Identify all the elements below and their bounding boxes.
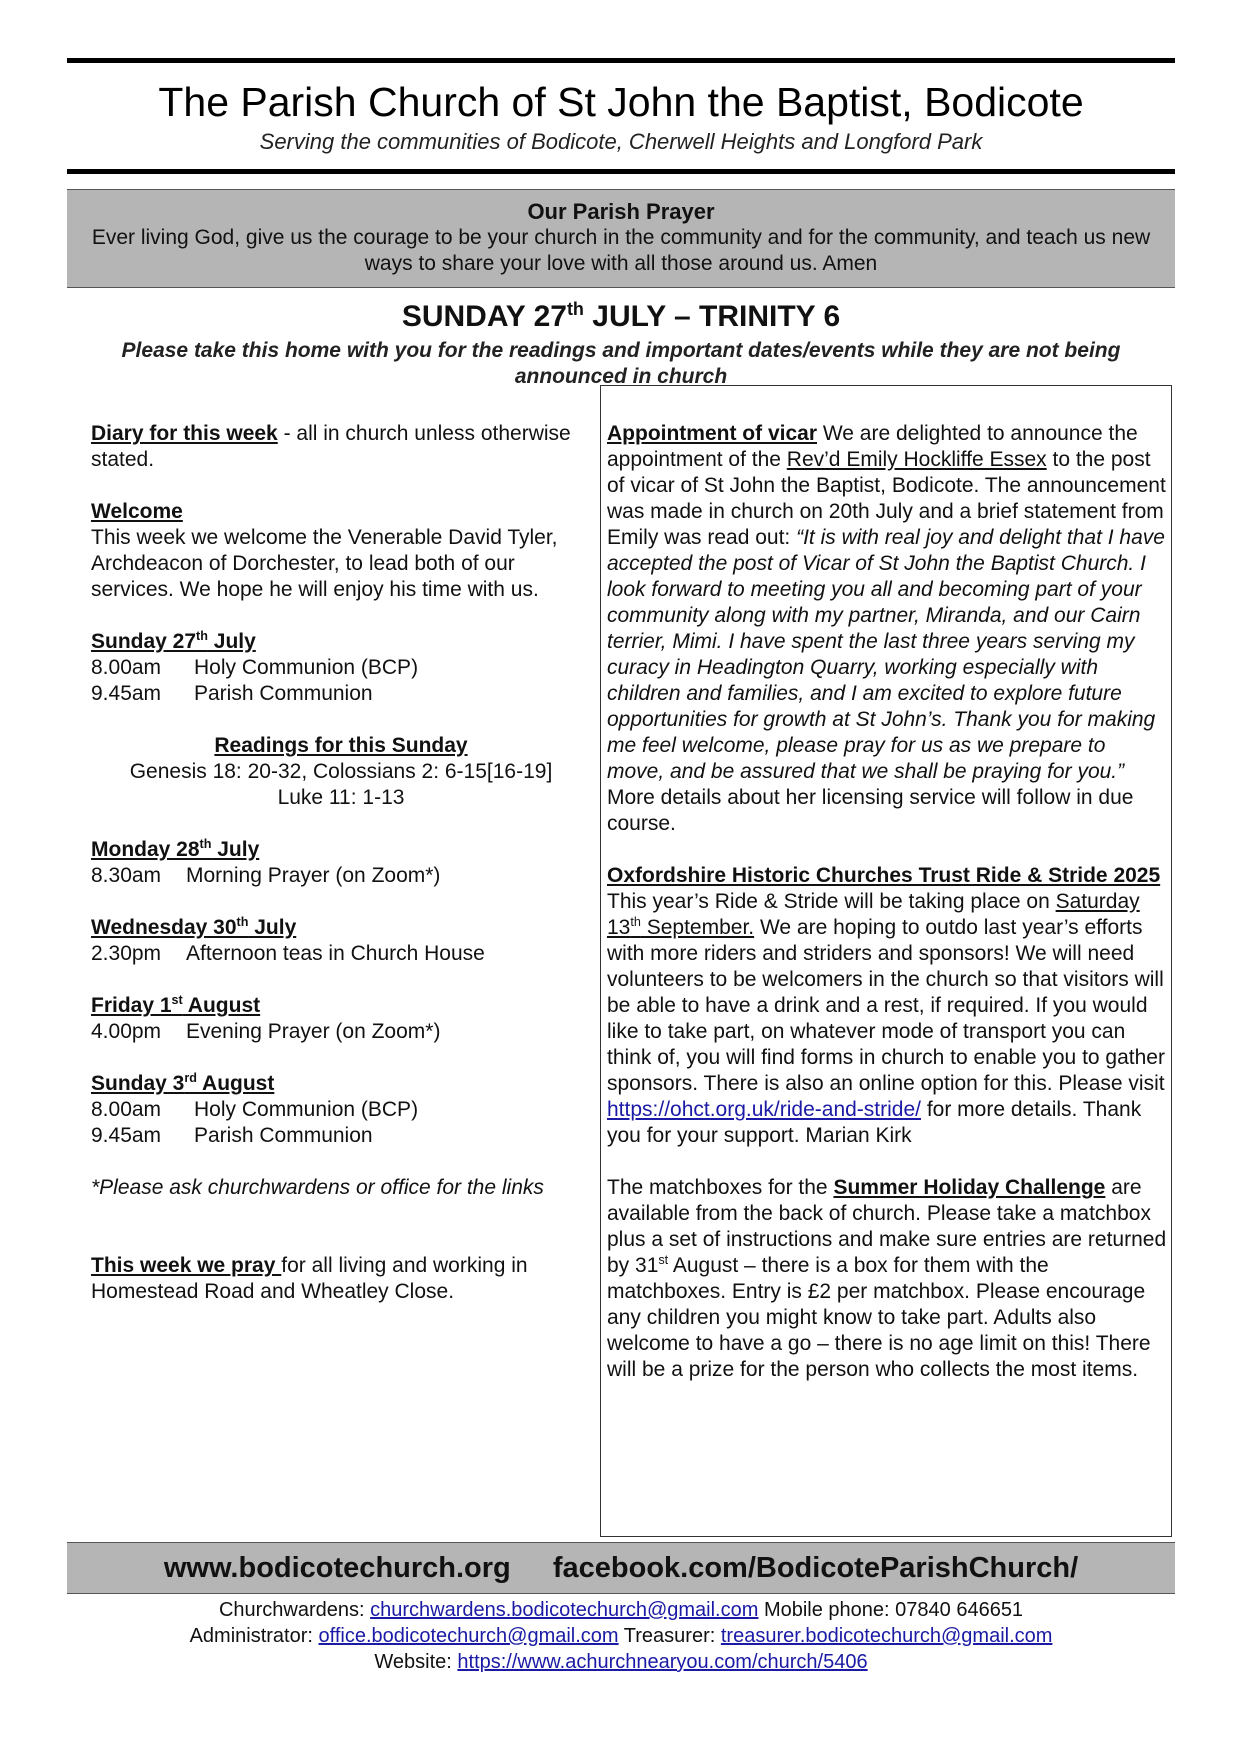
- prayer-text: Ever living God, give us the courage to be your church in the community and for the community, and teach us new ways to share your love with all those around us. Amen: [91, 226, 1151, 275]
- website-link[interactable]: www.bodicotechurch.org: [163, 1552, 511, 1584]
- ride-stride-notice: Oxfordshire Historic Churches Trust Ride & Stride 2025 This year’s Ride & Stride will be taking place on Saturday 13th September. We are hoping to outdo last year’s efforts with more riders and striders and sponsors! We will need volunteers to be welcomers in the church so that visitors will be able to have a drink and a rest, if required. If you would like to take part, on whatever mode of transport you can think of, you will find forms in church to enable you to gather sponsors. There is also an online option for this. Please visit https://ohct.org.uk/ride-and-stride/ for more details. Thank you for your support. Marian Kirk: [607, 864, 1165, 1147]
- diary-text: - all in church unless otherwise stated.: [91, 422, 571, 471]
- day-heading-sunday-3: Sunday 3rd August: [91, 1071, 275, 1095]
- website-line: Website: https://www.achurchnearyou.com/church/5406: [374, 1651, 868, 1673]
- service-row: 8.30am Morning Prayer (on Zoom*): [91, 864, 441, 887]
- churchwardens-email-link[interactable]: churchwardens.bodicotechurch@gmail.com: [370, 1599, 759, 1621]
- zoom-note: *Please ask churchwardens or office for the links: [91, 1176, 544, 1199]
- pray-heading: This week we pray: [91, 1254, 282, 1277]
- prayer-focus: [91, 1253, 591, 1305]
- service-row: 8.00am Holy Communion (BCP): [91, 656, 419, 679]
- service-row: 2.30pm Afternoon teas in Church House: [91, 942, 485, 965]
- service-row: 8.00am Holy Communion (BCP): [91, 1098, 419, 1121]
- administrator-email-link[interactable]: office.bodicotechurch@gmail.com: [318, 1625, 619, 1647]
- day-heading-sunday-27: Sunday 27th July: [91, 629, 256, 653]
- service-row: 9.45am Parish Communion: [91, 682, 373, 705]
- page-subtitle: Serving the communities of Bodicote, Cherwell Heights and Longford Park: [259, 129, 983, 154]
- prayer-heading: Our Parish Prayer: [527, 199, 715, 224]
- treasurer-email-link[interactable]: treasurer.bodicotechurch@gmail.com: [720, 1625, 1053, 1647]
- header-rule: [67, 169, 1175, 174]
- service-row: 9.45am Parish Communion: [91, 1124, 373, 1147]
- sunday-heading-suffix: th: [566, 299, 584, 319]
- vicar-notice: Appointment of vicar We are delighted to announce the appointment of the Rev’d Emily Hockliffe Essex to the post of vicar of St John the Baptist, Bodicote. The announcement was made in church on 20th July and a brief statement from Emily was read out: “It is with real joy and delight that I have accepted the post of Vicar of St John the Baptist Church. I look forward to meeting you all and becoming part of your community along with my partner, Miranda, and our Cairn terrier, Mimi. I have spent the last three years serving my curacy in Headington Quarry, working especially with children and families, and I am excited to explore future opportunities for growth at St John’s. Thank you for making me feel welcome, please pray for us as we prepare to move, and be assured that we shall be praying for you.” More details about her licensing service will follow in due course.: [607, 422, 1166, 835]
- vicar-name: Rev’d Emily Hockliffe Essex: [786, 448, 1047, 471]
- footer-links-bar: [67, 1542, 1175, 1594]
- day-heading-monday: Monday 28th July: [91, 837, 260, 861]
- vicar-quote: “It is with real joy and delight that I have accepted the post of Vicar of St John the Baptist Church. I look forward to meeting you all and becoming part of your community along with my partner, Miranda, and our Cairn terrier, Mimi. I have spent the last three years serving my curacy in Headington Quarry, working especially with children and families, and I am excited to explore future opportunities for growth at St John’s. Thank you for making me feel welcome, please pray for us as we prepare to move, and be assured that we shall be praying for you.”: [607, 526, 1165, 783]
- churchwardens-line: Churchwardens: churchwardens.bodicotechurch@gmail.com Mobile phone: 07840 646651: [218, 1599, 1024, 1621]
- diary-intro: [91, 421, 591, 473]
- ride-stride-link[interactable]: https://ohct.org.uk/ride-and-stride/: [607, 1098, 921, 1121]
- day-heading-wednesday: Wednesday 30th July: [91, 915, 297, 939]
- top-rule: [67, 58, 1175, 63]
- service-row: 4.00pm Evening Prayer (on Zoom*): [91, 1020, 441, 1043]
- diary-column: [91, 421, 591, 1305]
- diary-heading: Diary for this week: [91, 422, 278, 445]
- achurchnearyou-link[interactable]: https://www.achurchnearyou.com/church/5406: [457, 1651, 868, 1673]
- sunday-heading-date: SUNDAY 27: [401, 300, 567, 333]
- take-home-note: Please take this home with you for the readings and important dates/events while they are not being announced in church: [121, 339, 1121, 388]
- day-heading-friday: Friday 1st August: [91, 993, 261, 1017]
- ride-stride-date: Saturday 13th September.: [607, 890, 1140, 939]
- readings-line: Genesis 18: 20-32, Colossians 2: 6-15[16-19]: [129, 760, 553, 783]
- vicar-heading: Appointment of vicar: [607, 422, 818, 445]
- page-title: The Parish Church of St John the Baptist, Bodicote: [158, 79, 1084, 125]
- administrator-line: Administrator: office.bodicotechurch@gmail.com Treasurer: treasurer.bodicotechurch@gmail.com: [189, 1625, 1053, 1647]
- readings-heading: Readings for this Sunday: [214, 734, 468, 757]
- mobile-phone: Mobile phone: 07840 646651: [758, 1599, 1024, 1621]
- ride-stride-heading: Oxfordshire Historic Churches Trust Ride & Stride 2025: [607, 864, 1161, 887]
- parish-prayer-box: [67, 189, 1175, 288]
- welcome-text: This week we welcome the Venerable David Tyler, Archdeacon of Dorchester, to lead both of our services. We hope he will enjoy his time with us.: [91, 526, 558, 601]
- notices-column: [607, 421, 1167, 1383]
- pray-text: for all living and working in Homestead Road and Wheatley Close.: [91, 1254, 528, 1303]
- summer-challenge-heading: Summer Holiday Challenge: [833, 1176, 1106, 1199]
- contact-details: [67, 1597, 1175, 1675]
- facebook-link[interactable]: facebook.com/BodicoteParishChurch/: [552, 1552, 1079, 1584]
- sunday-heading-rest: JULY – TRINITY 6: [583, 300, 841, 333]
- matchbox-notice: The matchboxes for the Summer Holiday Challenge are available from the back of church. Please take a matchbox plus a set of instructions and make sure entries are returned by 31st August – there is a box for them with the matchboxes. Entry is £2 per matchbox. Please encourage any children you might know to take part. Adults also welcome to have a go – there is no age limit on this! There will be a prize for the person who collects the most items.: [607, 1176, 1167, 1381]
- welcome-heading: Welcome: [91, 500, 183, 523]
- sunday-heading: [67, 298, 1175, 336]
- readings-line: Luke 11: 1-13: [277, 786, 405, 809]
